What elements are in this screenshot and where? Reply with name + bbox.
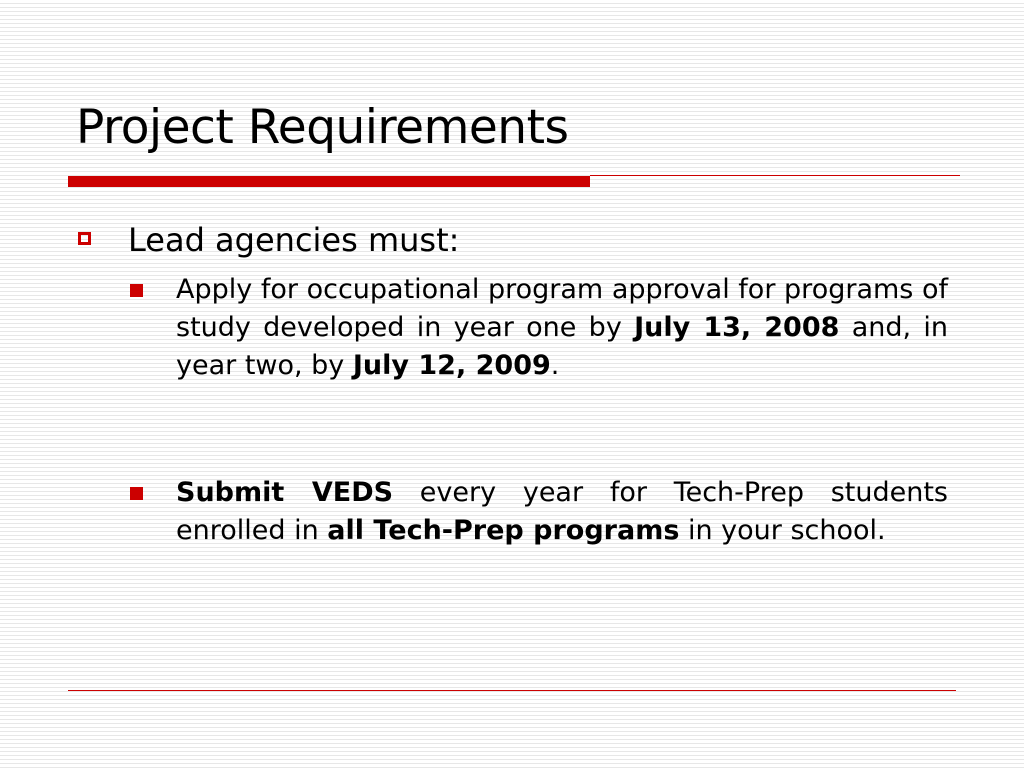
title-underline-thin — [590, 175, 960, 176]
text-segment: in your school. — [679, 515, 886, 546]
date-emphasis: July 13, 2008 — [634, 312, 840, 343]
sub-bullet-text — [176, 474, 948, 550]
main-bullet-text: Lead agencies must: — [128, 221, 460, 259]
text-segment: every year for Tech-Prep students enrolled in — [176, 477, 948, 546]
sub-bullet-item — [130, 271, 948, 385]
text-segment: . — [550, 350, 560, 381]
sub-bullet-text — [176, 271, 948, 385]
filled-square-bullet-icon — [130, 487, 143, 500]
slide-title: Project Requirements — [76, 100, 569, 155]
main-bullet-item — [78, 218, 459, 262]
sub-bullet-item — [130, 474, 948, 550]
action-emphasis: Submit VEDS — [176, 477, 394, 508]
text-segment: Apply for occupational program approval for programs of study developed in year one by — [176, 274, 948, 343]
hollow-square-bullet-icon — [78, 232, 91, 245]
filled-square-bullet-icon — [130, 284, 143, 297]
text-segment: and, in year two, by — [176, 312, 948, 381]
footer-divider — [68, 690, 956, 691]
title-underline-thick — [68, 176, 590, 187]
program-emphasis: all Tech-Prep programs — [327, 515, 680, 546]
date-emphasis: July 12, 2009 — [352, 350, 551, 381]
